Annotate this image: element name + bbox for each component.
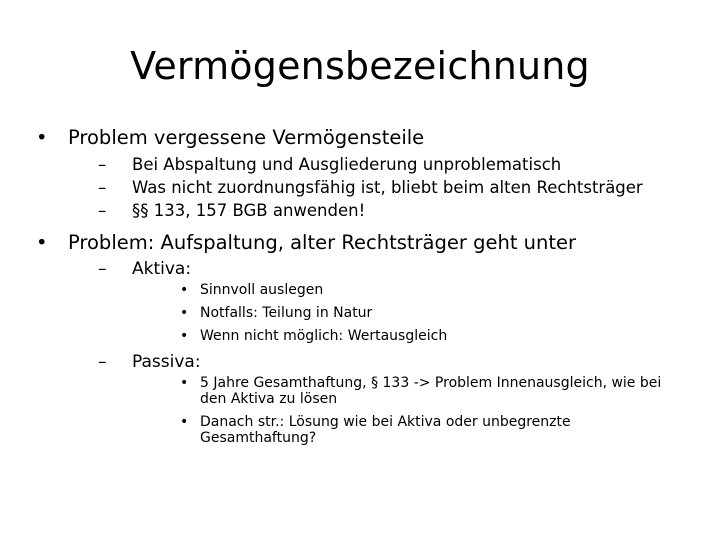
- sub-sub-bullet-text: Danach str.: Lösung wie bei Aktiva oder unbegrenzte Gesamthaftung?: [200, 414, 571, 446]
- bullet-marker: •: [180, 414, 189, 430]
- dash-marker: –: [98, 155, 107, 174]
- sub-bullet-text: Was nicht zuordnungsfähig ist, bliebt beim alten Rechtsträger: [132, 178, 643, 197]
- sub-sub-list: [132, 282, 686, 344]
- sub-sub-bullet-text: Sinnvoll auslegen: [200, 282, 324, 298]
- sub-sub-bullet: [180, 282, 686, 298]
- sub-sub-bullet: [180, 305, 686, 321]
- dash-marker: –: [98, 352, 107, 372]
- sub-bullet-text: §§ 133, 157 BGB anwenden!: [132, 201, 366, 220]
- sub-sub-bullet-text: 5 Jahre Gesamthaftung, § 133 -> Problem Innenausgleich, wie bei den Aktiva zu lösen: [200, 375, 662, 407]
- sub-bullet-passiva: [98, 351, 686, 446]
- dash-marker: –: [98, 201, 107, 220]
- sub-sub-bullet: [180, 375, 686, 407]
- sub-list: [68, 258, 686, 446]
- sub-bullet-text: Aktiva:: [132, 259, 192, 279]
- sub-sub-bullet: [180, 414, 686, 446]
- sub-sub-bullet: [180, 328, 686, 344]
- bullet-marker: •: [36, 231, 48, 254]
- bullet-marker: •: [36, 126, 48, 149]
- bullet-text: Problem: Aufspaltung, alter Rechtsträger geht unter: [68, 231, 577, 254]
- bullet-problem-vergessene: [36, 125, 686, 222]
- bullet-list: [36, 125, 686, 446]
- sub-sub-bullet-text: Wenn nicht möglich: Wertausgleich: [200, 328, 448, 344]
- bullet-marker: •: [180, 375, 189, 391]
- sub-list: [68, 153, 686, 222]
- sub-bullet-aktiva: [98, 258, 686, 344]
- slide-title: Vermögensbezeichnung: [130, 44, 590, 88]
- sub-bullet-text: Bei Abspaltung und Ausgliederung unproblematisch: [132, 155, 562, 174]
- sub-bullet: [98, 199, 686, 222]
- sub-bullet: [98, 176, 686, 199]
- bullet-problem-aufspaltung: [36, 230, 686, 446]
- dash-marker: –: [98, 178, 107, 197]
- bullet-marker: •: [180, 282, 189, 298]
- bullet-marker: •: [180, 328, 189, 344]
- slide-body: [36, 125, 686, 453]
- bullet-marker: •: [180, 305, 189, 321]
- bullet-text: Problem vergessene Vermögensteile: [68, 126, 425, 149]
- sub-sub-bullet-text: Notfalls: Teilung in Natur: [200, 305, 373, 321]
- sub-bullet: [98, 153, 686, 176]
- sub-bullet-text: Passiva:: [132, 352, 201, 372]
- dash-marker: –: [98, 259, 107, 279]
- sub-sub-list: [132, 375, 686, 446]
